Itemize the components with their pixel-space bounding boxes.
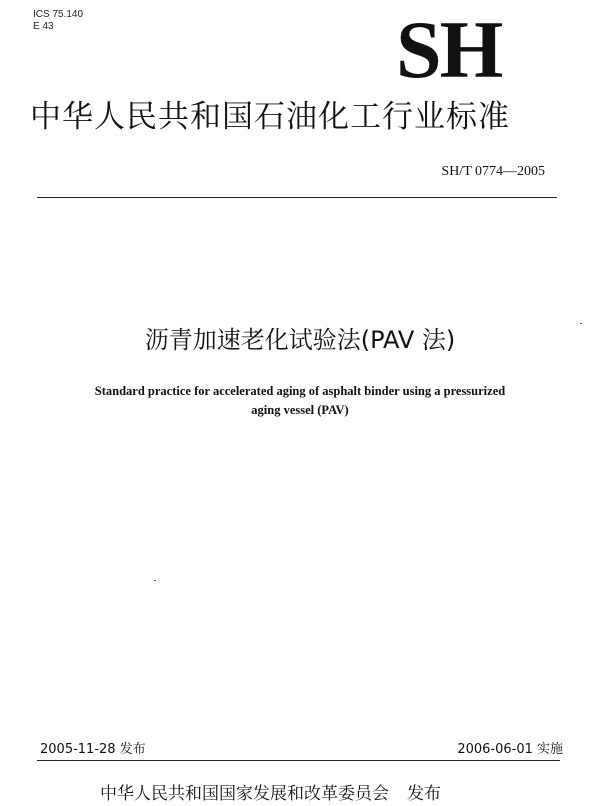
top-divider bbox=[37, 197, 557, 198]
standard-number: SH/T 0774—2005 bbox=[441, 164, 545, 179]
ics-number: ICS 75.140 bbox=[33, 9, 84, 20]
bottom-divider bbox=[37, 760, 560, 761]
scan-speck bbox=[580, 323, 582, 324]
industry-standard-title: 中华人民共和国石油化工行业标准 bbox=[30, 99, 510, 135]
issued-label: 发布 bbox=[407, 784, 441, 804]
issue-date: 2005-11-28 发布 bbox=[40, 742, 146, 757]
issuer-name: 中华人民共和国国家发展和改革委员会 bbox=[100, 784, 389, 804]
english-title-line-2: aging vessel (PAV) bbox=[251, 403, 349, 417]
document-title-english bbox=[40, 382, 560, 420]
scan-speck bbox=[154, 580, 156, 581]
document-title-chinese: 沥青加速老化试验法(PAV 法) bbox=[144, 326, 456, 354]
issuing-authority bbox=[100, 782, 570, 806]
ccs-number: E 43 bbox=[33, 21, 54, 32]
english-title-line-1: Standard practice for accelerated aging of asphalt binder using a pressurized bbox=[94, 384, 506, 398]
effective-date: 2006-06-01 实施 bbox=[457, 742, 563, 757]
sh-logo: SH bbox=[396, 4, 502, 95]
ics-code bbox=[33, 9, 83, 33]
